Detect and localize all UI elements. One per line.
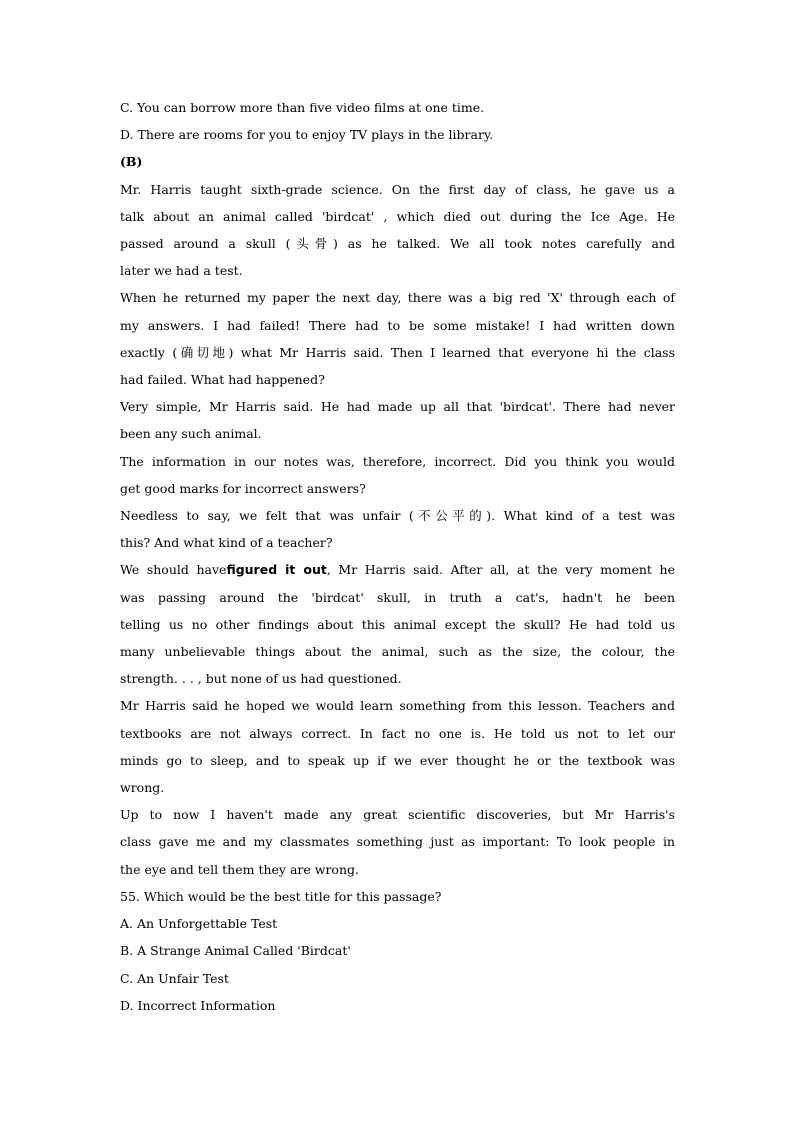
passage-line: strength. . . , but none of us had questioned. — [120, 671, 402, 687]
option-c-prev: C. You can borrow more than five video films at one time. — [120, 100, 485, 115]
passage-line: Needless to say, we felt that was unfair (不公平的). What kind of a test was — [120, 508, 675, 524]
passage-line: passed around a skull (头骨) as he talked. We all took notes carefully and — [120, 236, 675, 252]
section-heading: (B) — [120, 154, 143, 170]
passage-text: We should have — [120, 562, 227, 578]
passage-line: my answers. I had failed! There had to be some mistake! I had written down — [120, 317, 675, 333]
passage-line: wrong. — [120, 780, 165, 796]
passage-line: Mr Harris said he hoped we would learn something from this lesson. Teachers and — [120, 698, 675, 714]
passage-line: had failed. What had happened? — [120, 372, 325, 388]
passage-line: Very simple, Mr Harris said. He had made up all that 'birdcat'. There had never — [120, 399, 675, 415]
option-c: C. An Unfair Test — [120, 970, 229, 986]
passage-text: , Mr Harris said. After all, at the very moment he — [326, 562, 675, 578]
option-d-prev: D. There are rooms for you to enjoy TV plays in the library. — [120, 127, 494, 143]
option-b: B. A Strange Animal Called 'Birdcat' — [120, 943, 351, 959]
passage-line-with-bold — [120, 556, 675, 583]
passage-line: was passing around the 'birdcat' skull, in truth a cat's, hadn't he been — [120, 589, 675, 605]
passage-line: class gave me and my classmates something just as important: To look people in — [120, 834, 675, 850]
option-d: D. Incorrect Information — [120, 997, 276, 1013]
passage-line: Mr. Harris taught sixth-grade science. On the first day of class, he gave us a — [120, 181, 675, 197]
passage-line: The information in our notes was, therefore, incorrect. Did you think you would — [120, 453, 675, 469]
passage-line: get good marks for incorrect answers? — [120, 480, 366, 496]
passage-line: exactly (确切地) what Mr Harris said. Then I learned that everyone hi the class — [120, 344, 675, 360]
passage-line: later we had a test. — [120, 263, 243, 279]
passage-line: this? And what kind of a teacher? — [120, 535, 333, 551]
document-page — [120, 94, 675, 1019]
passage-line: telling us no other findings about this animal except the skull? He had told us — [120, 616, 675, 632]
passage-line: many unbelievable things about the animal, such as the size, the colour, the — [120, 644, 675, 660]
passage-line: talk about an animal called 'birdcat' , which died out during the Ice Age. He — [120, 208, 675, 224]
question-stem: 55. Which would be the best title for this passage? — [120, 888, 442, 904]
bold-phrase: figured it out — [226, 562, 327, 578]
passage-line: the eye and tell them they are wrong. — [120, 861, 359, 877]
passage-line: minds go to sleep, and to speak up if we ever thought he or the textbook was — [120, 752, 675, 768]
passage-line: textbooks are not always correct. In fact no one is. He told us not to let our — [120, 725, 675, 741]
passage-line: When he returned my paper the next day, there was a big red 'X' through each of — [120, 290, 675, 306]
passage-line: Up to now I haven't made any great scientific discoveries, but Mr Harris's — [120, 807, 675, 823]
passage-line: been any such animal. — [120, 426, 262, 442]
option-a: A. An Unforgettable Test — [120, 916, 278, 932]
